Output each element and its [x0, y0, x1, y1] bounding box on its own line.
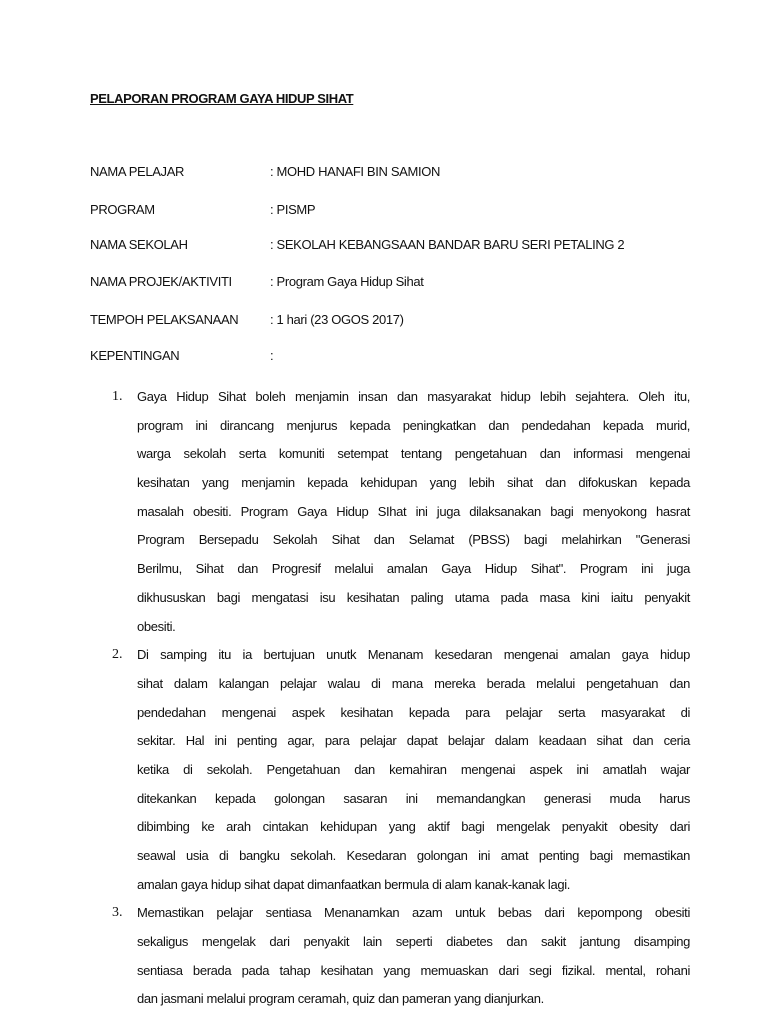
text-line: sekaligus mengelak dari penyakit lain seperti diabetes dan sakit jantung disamping [137, 934, 690, 950]
text-line: dibimbing ke arah cintakan kehidupan yang aktif bagi mengelak penyakit obesity dari [137, 819, 690, 835]
text-line: sihat dalam kalangan pelajar walau di mana mereka berada melalui pengetahuan dan [137, 675, 690, 691]
field-label: NAMA PELAJAR [90, 164, 185, 179]
text-line: dan jasmani melalui program ceramah, quiz dan pameran yang dianjurkan. [137, 991, 544, 1007]
list-item [108, 383, 690, 641]
field-row [90, 312, 710, 330]
text-line: ditekankan kepada golongan sasaran ini memandangkan generasi muda harus [137, 790, 690, 806]
list-number: 1. [112, 389, 123, 404]
list-number: 2. [112, 647, 123, 663]
text-line: sentiasa berada pada tahap kesihatan yang memuaskan dari segi fizikal. mental, rohani [137, 962, 690, 978]
field-row [90, 274, 710, 292]
text-line: Berilmu, Sihat dan Progresif melalui amalan Gaya Hidup Sihat". Program ini juga [137, 561, 690, 577]
text-line: dikhususkan bagi mengatasi isu kesihatan paling utama pada masa kini iaitu penyakit [137, 589, 690, 605]
field-label: NAMA SEKOLAH [90, 237, 188, 252]
field-value: : [270, 348, 274, 363]
list-number: 3. [112, 905, 123, 921]
field-value: : SEKOLAH KEBANGSAAN BANDAR BARU SERI PETALING 2 [270, 237, 625, 252]
field-value: : MOHD HANAFI BIN SAMION [270, 164, 441, 179]
text-line: kesihatan yang menjamin kepada kehidupan yang lebih sihat dan difokuskan kepada [137, 475, 690, 491]
text-line: sekitar. Hal ini penting agar, para pelajar dapat belajar dalam keadaan sihat dan ceria [137, 733, 690, 749]
text-line: program ini dirancang menjurus kepada peningkatkan dan pendedahan kepada murid, [137, 417, 690, 433]
text-line: amalan gaya hidup sihat dapat dimanfaatkan bermula di alam kanak-kanak lagi. [137, 876, 571, 892]
text-line: seawal usia di bangku sekolah. Kesedaran golongan ini amat penting bagi memastikan [137, 848, 690, 863]
text-line: ketika di sekolah. Pengetahuan dan kemahiran mengenai aspek ini amatlah wajar [137, 761, 690, 777]
document-title: PELAPORAN PROGRAM GAYA HIDUP SIHAT [90, 91, 354, 106]
field-row [90, 348, 710, 366]
field-row [90, 202, 710, 220]
field-row [90, 164, 710, 182]
text-line: obesiti. [137, 618, 176, 634]
field-value: : 1 hari (23 OGOS 2017) [270, 312, 404, 327]
importance-list [108, 383, 690, 1014]
field-label: NAMA PROJEK/AKTIVITI [90, 274, 232, 289]
text-line: masalah obesiti. Program Gaya Hidup SIhat ini juga dilaksanakan bagi menyokong hasrat [137, 503, 690, 519]
field-value: : Program Gaya Hidup Sihat [270, 274, 424, 289]
list-item [108, 899, 690, 1014]
text-line: Memastikan pelajar sentiasa Menanamkan azam untuk bebas dari kepompong obesiti [137, 905, 690, 921]
text-line: pendedahan mengenai aspek kesihatan kepada para pelajar serta masyarakat di [137, 704, 690, 720]
field-label: TEMPOH PELAKSANAAN [90, 312, 239, 327]
list-item [108, 641, 690, 899]
text-line: Gaya Hidup Sihat boleh menjamin insan dan masyarakat hidup lebih sejahtera. Oleh itu, [137, 389, 690, 404]
text-line: Di samping itu ia bertujuan unutk Menanam kesedaran mengenai amalan gaya hidup [137, 647, 690, 663]
field-value: : PISMP [270, 202, 316, 217]
text-line: warga sekolah serta komuniti setempat tentang pengetahuan dan informasi mengenai [137, 446, 690, 462]
field-row [90, 237, 710, 255]
field-label: PROGRAM [90, 202, 155, 217]
text-line: Program Bersepadu Sekolah Sihat dan Selamat (PBSS) bagi melahirkan "Generasi [137, 532, 690, 548]
field-label: KEPENTINGAN [90, 348, 180, 363]
